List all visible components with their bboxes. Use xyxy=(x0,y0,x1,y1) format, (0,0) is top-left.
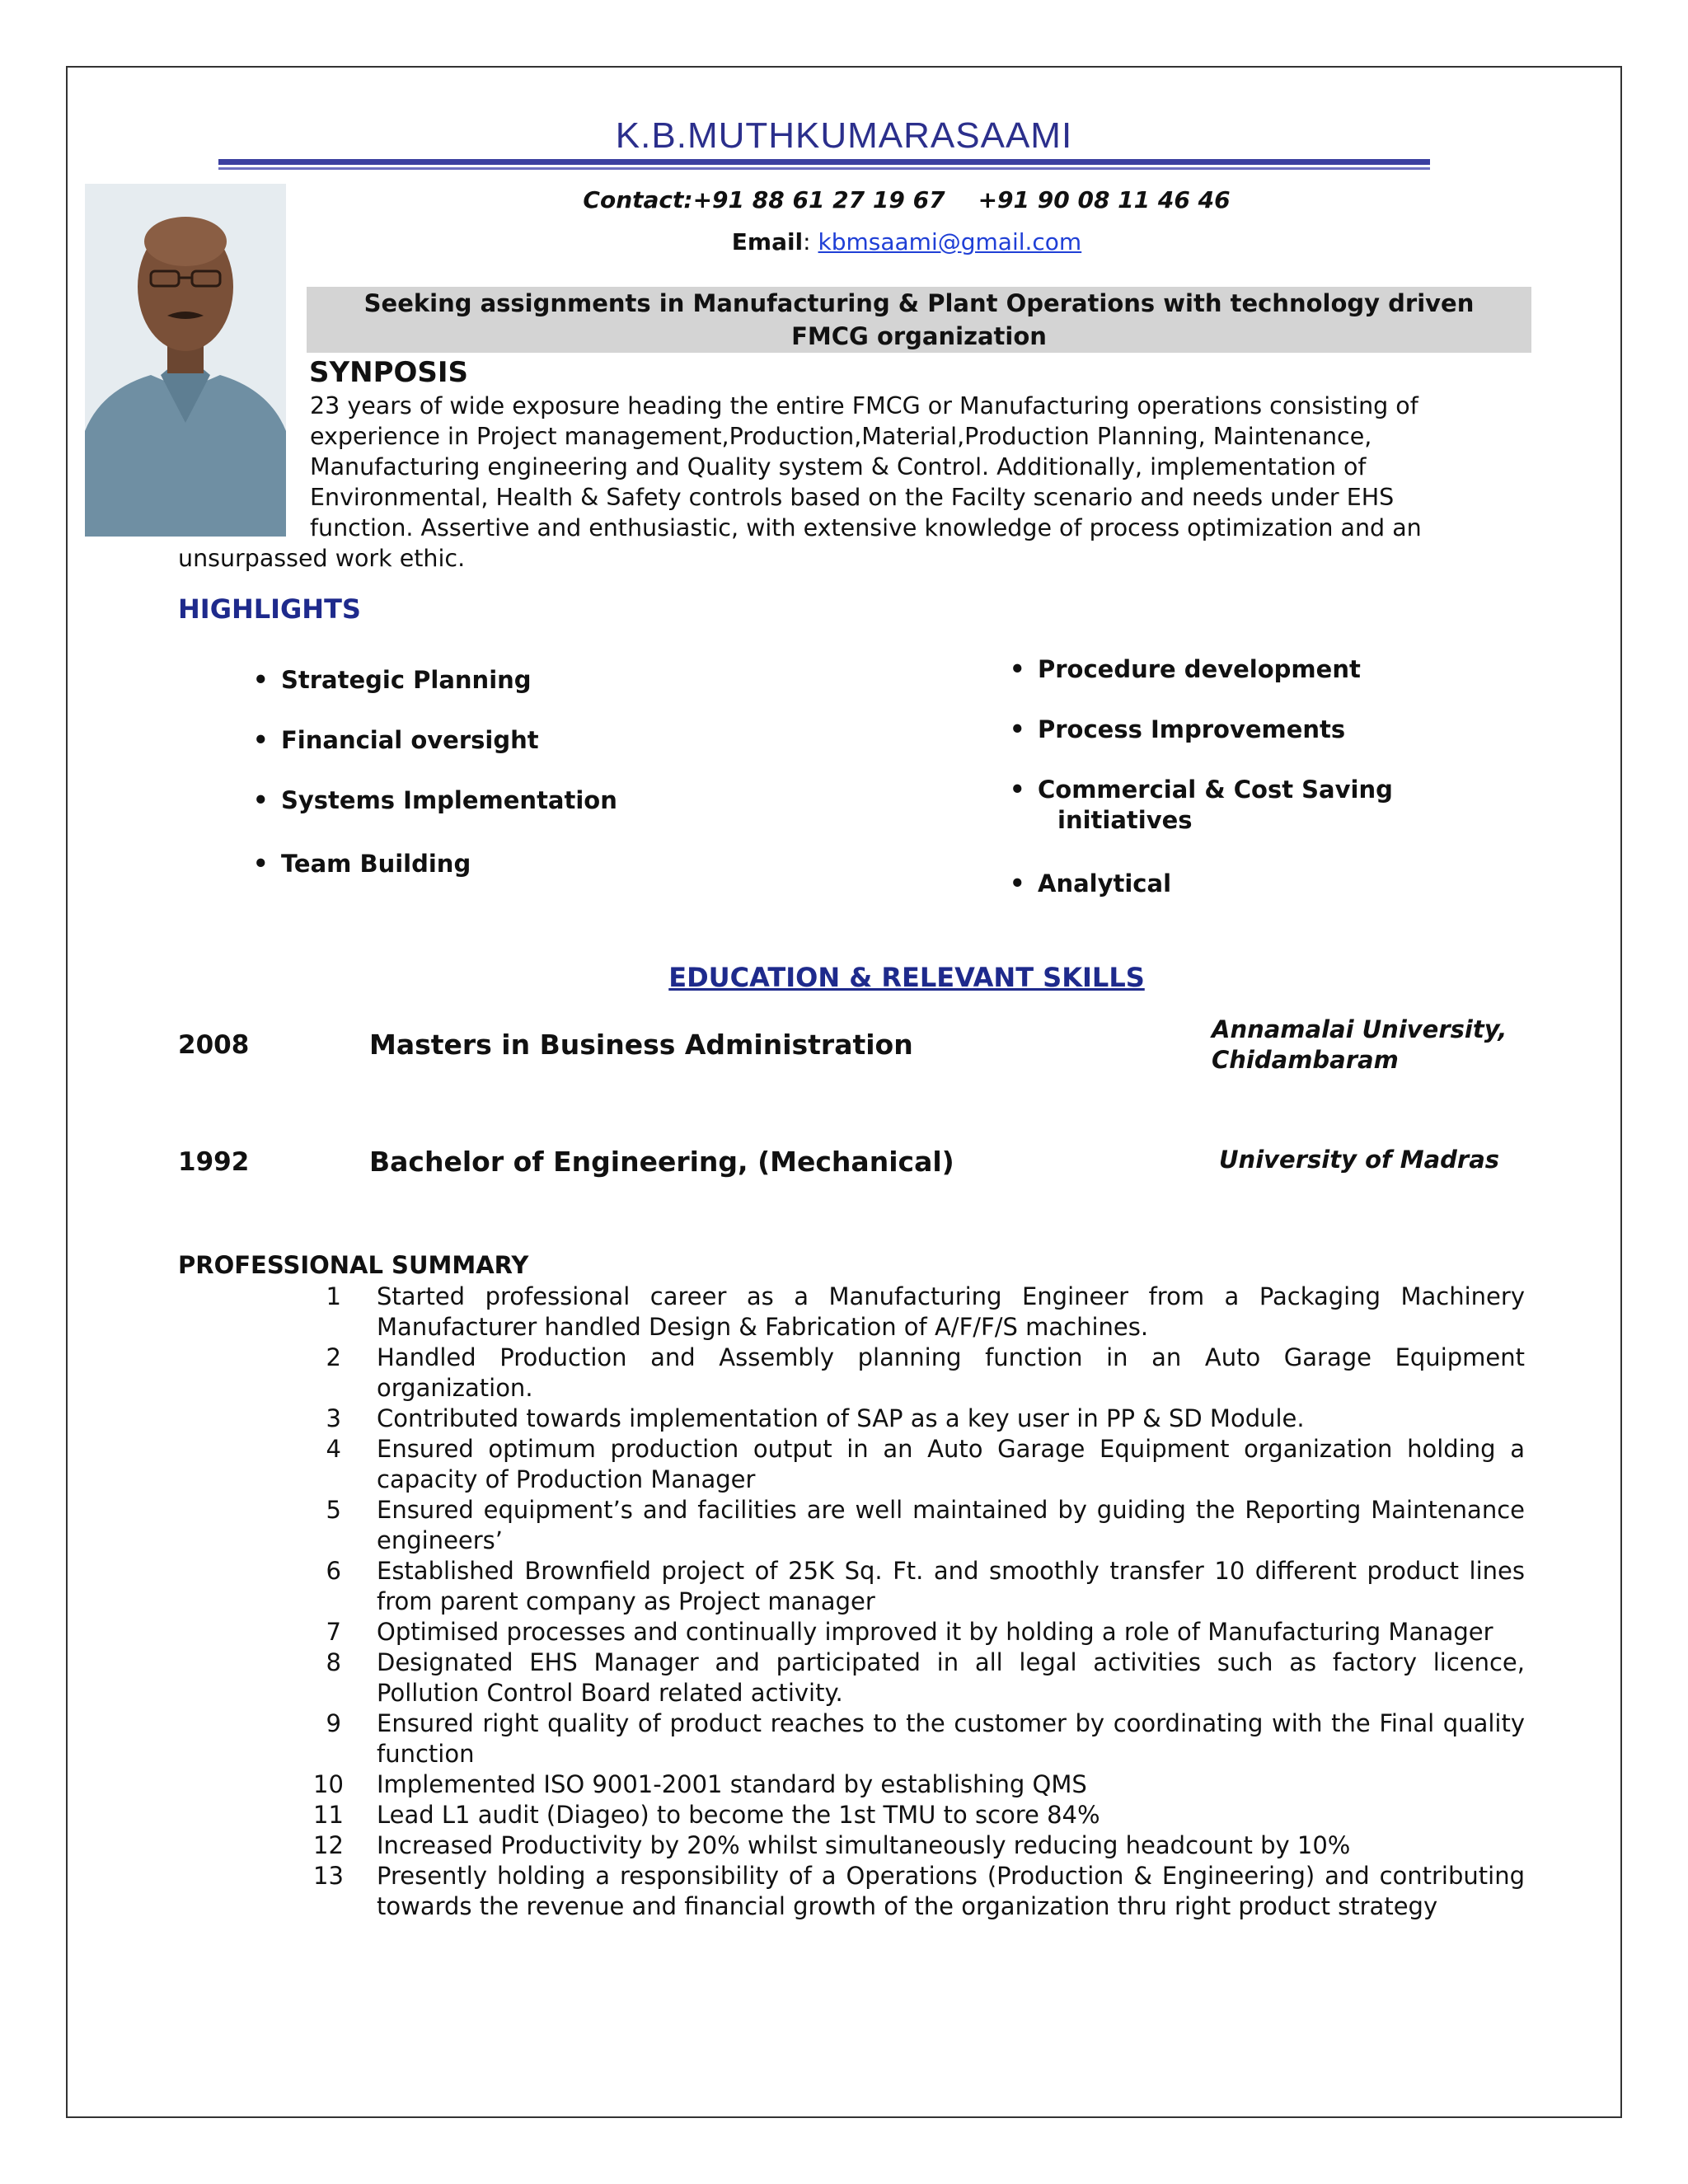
seeking-line-1: Seeking assignments in Manufacturing & Plant Operations with technology driven xyxy=(363,289,1475,317)
education-degree: Masters in Business Administration xyxy=(369,1029,913,1061)
summary-item: 7 Optimised processes and continually improved it by holding a role of Manufacturing Manager xyxy=(326,1618,1493,1646)
header-rule-thin xyxy=(218,167,1430,170)
highlight-item: • Team Building xyxy=(253,850,471,878)
education-university: University of Madras xyxy=(1219,1146,1500,1174)
seeking-banner xyxy=(307,287,1531,353)
synopsis-line: Environmental, Health & Safety controls based on the Facilty scenario and needs under EHS xyxy=(310,484,1395,511)
contact-phone-2: +91 90 08 11 46 46 xyxy=(978,186,1231,213)
highlight-item: • Process Improvements xyxy=(1010,715,1346,743)
highlight-item: • Analytical xyxy=(1010,869,1172,898)
summary-item: 12 Increased Productivity by 20% whilst simultaneously reducing headcount by 10% xyxy=(313,1831,1351,1859)
synopsis-line: function. Assertive and enthusiastic, with extensive knowledge of process optimization and an xyxy=(310,514,1422,541)
education-degree: Bachelor of Engineering, (Mechanical) xyxy=(369,1146,954,1178)
contact-line xyxy=(272,186,1541,213)
contact-phone-1: Contact:+91 88 61 27 19 67 xyxy=(583,186,945,213)
highlight-item: • Systems Implementation xyxy=(253,786,617,814)
professional-summary-list xyxy=(313,1282,1525,1922)
email-label: Email xyxy=(731,228,804,255)
synopsis-line: 23 years of wide exposure heading the entire FMCG or Manufacturing operations consisting of xyxy=(310,392,1418,419)
header-rule xyxy=(218,159,1430,165)
synopsis-text xyxy=(178,391,1513,574)
email-link[interactable]: kbmsaami@gmail.com xyxy=(818,228,1082,255)
summary-item: 11 Lead L1 audit (Diageo) to become the 1st TMU to score 84% xyxy=(313,1801,1100,1829)
summary-item: 5 Ensured equipment’s and facilities are well maintained by guiding the Reporting Maintenance engineers’ xyxy=(326,1496,1525,1554)
summary-item: 3 Contributed towards implementation of SAP as a key user in PP & SD Module. xyxy=(326,1404,1305,1432)
summary-item: 8 Designated EHS Manager and participated in all legal activities such as factory licence, Pollution Control Board related activity. xyxy=(326,1648,1525,1707)
summary-item: 1 Started professional career as a Manufacturing Engineer from a Packaging Machinery Manufacturer handled Design & Fabrication of A/F/F/S machines. xyxy=(326,1282,1525,1341)
education-university: Annamalai University, Chidambaram xyxy=(1212,1015,1507,1074)
highlight-item-continuation: initiatives xyxy=(1057,806,1193,834)
summary-item: 6 Established Brownfield project of 25K Sq. Ft. and smoothly transfer 10 different product lines from parent company as Project manager xyxy=(326,1557,1525,1615)
summary-item: 13 Presently holding a responsibility of a Operations (Production & Engineering) and contributing towards the revenue and financial growth of the organization thru right product strategy xyxy=(313,1862,1525,1920)
email-line: Email: kbmsaami@gmail.com xyxy=(731,228,1082,255)
seeking-line-2: FMCG organization xyxy=(791,322,1047,350)
highlight-item: • Financial oversight xyxy=(253,726,539,754)
highlight-item: • Procedure development xyxy=(1010,655,1361,683)
synopsis-heading: SYNPOSIS xyxy=(309,356,469,389)
highlights-heading: HIGHLIGHTS xyxy=(178,593,361,625)
professional-summary-heading: PROFESSIONAL SUMMARY xyxy=(178,1251,529,1279)
summary-item: 4 Ensured optimum production output in an Auto Garage Equipment organization holding a capacity of Production Manager xyxy=(326,1435,1525,1493)
synopsis-line: unsurpassed work ethic. xyxy=(178,545,466,572)
synopsis-line: Manufacturing engineering and Quality system & Control. Additionally, implementation of xyxy=(310,453,1367,480)
summary-item: 9 Ensured right quality of product reaches to the customer by coordinating with the Final quality function xyxy=(326,1709,1525,1768)
summary-item: 2 Handled Production and Assembly planning function in an Auto Garage Equipment organization. xyxy=(326,1343,1525,1402)
summary-item: 10 Implemented ISO 9001-2001 standard by establishing QMS xyxy=(313,1770,1087,1798)
education-year: 2008 xyxy=(178,1030,250,1060)
education-heading: EDUCATION & RELEVANT SKILLS xyxy=(668,962,1145,993)
education-year: 1992 xyxy=(178,1147,250,1177)
synopsis-line: experience in Project management,Production,Material,Production Planning, Maintenance, xyxy=(310,423,1372,450)
highlight-item: • Strategic Planning xyxy=(253,666,532,694)
highlight-item: • Commercial & Cost Saving xyxy=(1010,776,1393,804)
candidate-name: K.B.MUTHKUMARASAAMI xyxy=(615,115,1073,156)
